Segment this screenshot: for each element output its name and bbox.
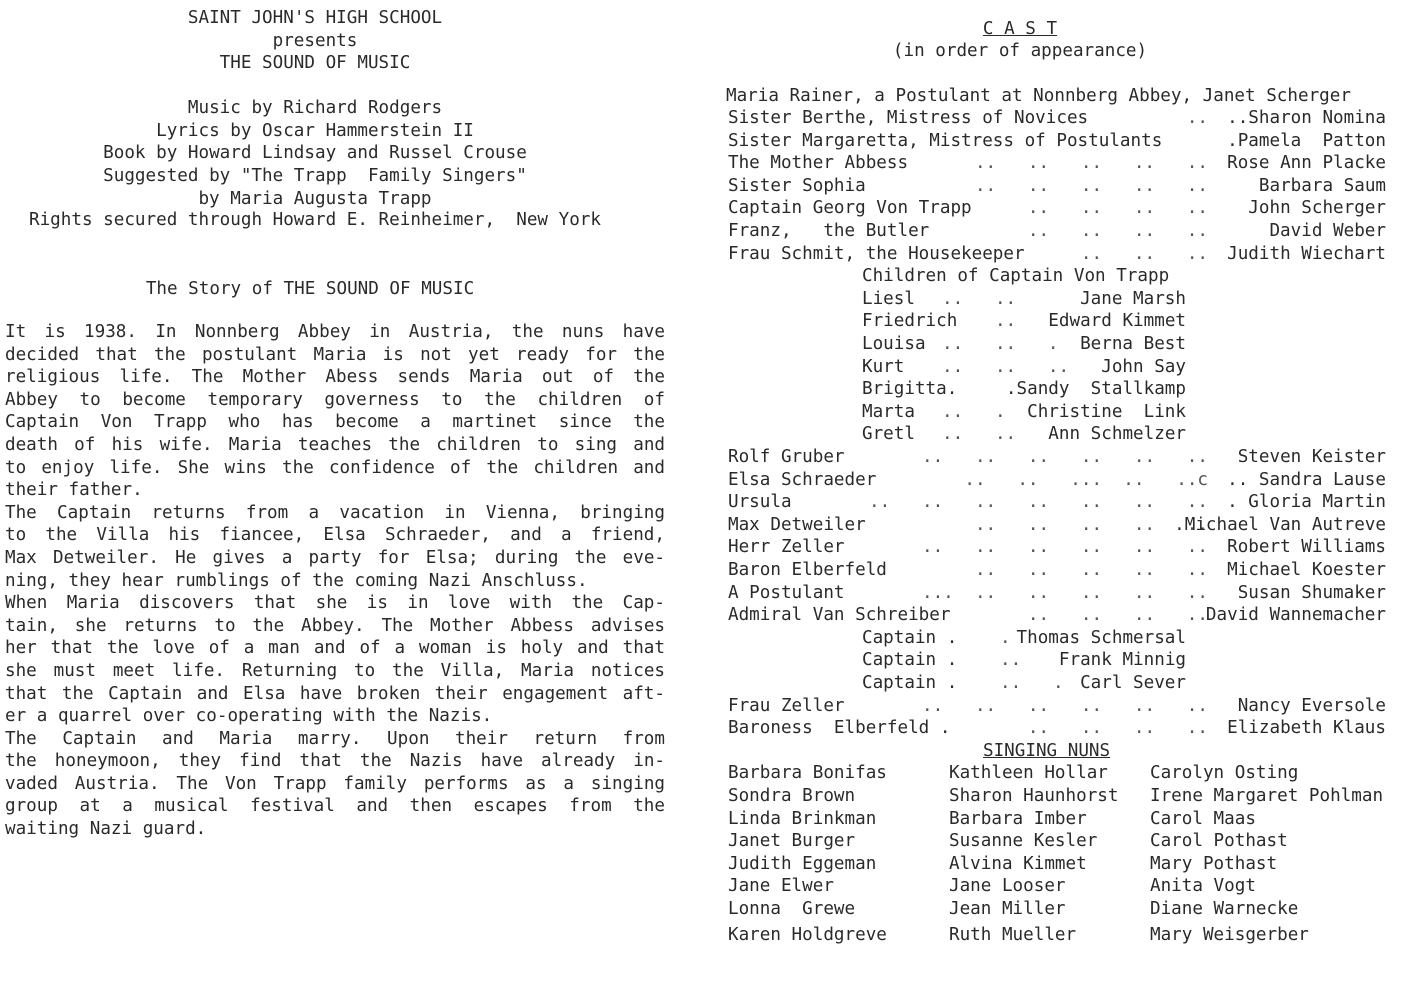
cast-role: Franz, the Butler xyxy=(728,221,930,241)
cast-actor: . Gloria Martin xyxy=(1227,492,1386,513)
cast-subheading: (in order of appearance) xyxy=(892,41,1148,61)
leader-dots: . xyxy=(1000,627,1011,648)
leader-dots: .. . xyxy=(1000,673,1064,693)
story-line: vaded Austria. The Von Trapp family performs as a singing xyxy=(5,773,665,794)
singing-nun: Anita Vogt xyxy=(1150,876,1256,897)
leader-dots: .. .. .. .. .. .. xyxy=(922,695,1208,716)
child-actor: Ann Schmelzer xyxy=(1048,424,1186,445)
cast-role: Herr Zeller xyxy=(728,537,845,558)
singing-nun: Jean Miller xyxy=(949,899,1066,919)
cast-role: Admiral Van Schreiber xyxy=(728,605,951,626)
leader-dots: .. .. .. .. xyxy=(1027,221,1208,241)
singing-nun: Barbara Imber xyxy=(949,808,1087,829)
leader-dots: .. .. .. .. .. xyxy=(974,153,1208,174)
cast-actor: Michael Koester xyxy=(1227,560,1386,580)
story-line: tain, she returns to the Abbey. The Mother Abbess advises xyxy=(5,615,665,636)
leader-dots: .. .. .. .. .. xyxy=(974,175,1208,196)
credit-rights: Rights secured through Howard E. Reinheimer, New York xyxy=(29,210,601,230)
story-line: their father. xyxy=(5,480,143,501)
child-actor: Jane Marsh xyxy=(1080,288,1186,309)
story-line: Captain Von Trapp who has become a martinet since the xyxy=(5,412,665,433)
singing-nun: Judith Eggeman xyxy=(728,853,877,874)
story-line: that the Captain and Elsa have broken their engagement aft- xyxy=(5,683,665,704)
leader-dots: .. .. .. .. .. .. xyxy=(922,537,1208,558)
leader-dots: .. .. .. xyxy=(942,356,1070,377)
cast-role: Rolf Gruber xyxy=(728,447,845,467)
credit-music: Music by Richard Rodgers xyxy=(187,98,443,118)
child-actor: .Sandy Stallkamp xyxy=(1005,379,1186,400)
right-page xyxy=(720,0,1408,981)
child-actor: Berna Best xyxy=(1080,334,1186,354)
cast-role: Ursula xyxy=(728,492,792,513)
singing-nun: Ruth Mueller xyxy=(949,924,1077,945)
leader-dots: .. .. .. .. .. xyxy=(974,514,1208,535)
singing-nun: Sondra Brown xyxy=(728,786,856,806)
captain-actor: Carl Sever xyxy=(1080,673,1186,693)
cast-actor: Judith Wiechart xyxy=(1227,243,1386,264)
cast-actor: Rose Ann Placke xyxy=(1227,153,1386,174)
child-role: Brigitta. xyxy=(862,379,958,400)
leader-dots: .. .. .. .. .. .. .. xyxy=(869,492,1208,513)
leader-dots: .. xyxy=(942,311,1017,332)
singing-nun: Linda Brinkman xyxy=(728,808,877,829)
singing-nuns-heading: SINGING NUNS xyxy=(983,740,1111,761)
school-name: SAINT JOHN'S HIGH SCHOOL xyxy=(187,8,443,28)
cast-actor: Steven Keister xyxy=(1237,447,1386,467)
captain-actor: Frank Minnig xyxy=(1058,650,1186,671)
cast-role: Sister Margaretta, Mistress of Postulants xyxy=(728,130,1163,151)
cast-first-line: Maria Rainer, a Postulant at Nonnberg Abbey, Janet Scherger xyxy=(726,86,1351,106)
leader-dots: .. .. .. .. xyxy=(1027,718,1208,739)
leader-dots: .. xyxy=(1000,650,1022,671)
story-line: er a quarrel over co-operating with the Nazis. xyxy=(5,706,493,727)
story-line: to enjoy life. She wins the confidence of the children and xyxy=(5,457,665,478)
credit-book: Book by Howard Lindsay and Russel Crouse xyxy=(103,143,527,163)
singing-nun: Karen Holdgreve xyxy=(728,924,887,945)
singing-nun: Lonna Grewe xyxy=(728,899,856,919)
credit-author: by Maria Augusta Trapp xyxy=(198,189,432,209)
singing-nun: Carol Pothast xyxy=(1150,831,1288,852)
singing-nun: Carol Maas xyxy=(1150,808,1256,829)
cast-actor: Elizabeth Klaus xyxy=(1227,718,1386,739)
story-line: to the Villa his fiancee, Elsa Schraeder, and a friend, xyxy=(5,525,665,546)
story-line: Abbey to become temporary governess to the children of xyxy=(5,389,665,410)
child-actor: Christine Link xyxy=(1027,401,1186,422)
child-role: Louisa xyxy=(862,334,926,354)
cast-actor: Barbara Saum xyxy=(1258,175,1386,196)
singing-nun: Alvina Kimmet xyxy=(949,853,1087,874)
story-line: religious life. The Mother Abess sends Maria out of the xyxy=(5,367,665,388)
story-line: the honeymoon, they find that the Nazis have already in- xyxy=(5,751,665,772)
singing-nun: Carolyn Osting xyxy=(1150,763,1299,784)
story-line: Max Detweiler. He gives a party for Elsa; during the eve- xyxy=(5,547,665,568)
cast-actor: .Michael Van Autreve xyxy=(1174,514,1386,535)
child-role: Friedrich xyxy=(862,311,958,332)
child-role: Marta xyxy=(862,401,915,422)
cast-role: Baron Elberfeld xyxy=(728,560,887,580)
cast-actor: David Weber xyxy=(1269,221,1386,241)
cast-actor: ..Sharon Nomina xyxy=(1227,108,1386,128)
story-line: The Captain and Maria marry. Upon their return from xyxy=(5,728,665,749)
child-actor: John Say xyxy=(1101,356,1186,377)
leader-dots: .. .. .. .. .. .. xyxy=(922,447,1208,467)
child-role: Liesl xyxy=(862,288,915,309)
leader-dots: .. .. .. .. .. xyxy=(974,560,1208,580)
cast-actor: David Wannemacher xyxy=(1205,605,1386,626)
story-line: When Maria discovers that she is in love with the Cap- xyxy=(5,593,665,614)
singing-nun: Kathleen Hollar xyxy=(949,763,1108,784)
cast-actor: Susan Shumaker xyxy=(1237,582,1386,603)
cast-role: Sister Sophia xyxy=(728,175,866,196)
story-line: It is 1938. In Nonnberg Abbey in Austria, the nuns have xyxy=(5,322,665,342)
credit-lyrics: Lyrics by Oscar Hammerstein II xyxy=(156,121,474,141)
singing-nun: Susanne Kesler xyxy=(949,831,1098,852)
captain-role: Captain . xyxy=(862,650,958,671)
singing-nun: Sharon Haunhorst xyxy=(949,786,1119,806)
singing-nun: Barbara Bonifas xyxy=(728,763,887,784)
cast-role: Frau Zeller xyxy=(728,695,845,716)
story-line: decided that the postulant Maria is not yet ready for the xyxy=(5,344,665,365)
singing-nun: Mary Pothast xyxy=(1150,853,1278,874)
story-line: death of his wife. Maria teaches the children to sing and xyxy=(5,434,665,455)
cast-actor: .. Sandra Lause xyxy=(1227,469,1386,490)
singing-nun: Mary Weisgerber xyxy=(1150,924,1309,945)
story-line: her that the love of a man and of a woman is holy and that xyxy=(5,638,665,659)
leader-dots: .. .. ... .. ..c xyxy=(964,469,1208,490)
leader-dots: .. .. . xyxy=(942,334,1059,354)
cast-actor: Robert Williams xyxy=(1227,537,1386,558)
cast-actor: John Scherger xyxy=(1248,198,1386,219)
captain-role: Captain . xyxy=(862,627,958,648)
leader-dots: .. .. xyxy=(942,424,1017,445)
singing-nun: Janet Burger xyxy=(728,831,856,852)
show-title: THE SOUND OF MUSIC xyxy=(219,53,411,73)
story-body xyxy=(5,321,665,841)
leader-dots: .. .. .. .. xyxy=(1027,605,1208,626)
story-line: waiting Nazi guard. xyxy=(5,819,207,840)
leader-dots: .. xyxy=(1186,108,1208,128)
child-role: Kurt xyxy=(862,356,905,377)
leader-dots: ... .. .. .. .. .. xyxy=(922,582,1208,603)
presents-text: presents xyxy=(272,31,358,51)
leader-dots: .. . xyxy=(942,401,1006,422)
story-line: group at a musical festival and then escapes from the xyxy=(5,796,665,817)
child-role: Gretl xyxy=(862,424,915,445)
children-heading: Children of Captain Von Trapp xyxy=(862,266,1170,287)
story-heading: The Story of THE SOUND OF MUSIC xyxy=(145,279,475,299)
story-line: she must meet life. Returning to the Villa, Maria notices xyxy=(5,660,665,681)
story-line: The Captain returns from a vacation in Vienna, bringing xyxy=(5,502,665,523)
cast-role: Sister Berthe, Mistress of Novices xyxy=(728,108,1089,128)
cast-heading: C A S T xyxy=(982,19,1058,39)
leader-dots: .. .. .. .. xyxy=(1027,198,1208,219)
leader-dots: .. .. xyxy=(942,288,1017,309)
child-actor: Edward Kimmet xyxy=(1048,311,1186,332)
story-line: ning, they hear rumblings of the coming Nazi Anschluss. xyxy=(5,570,588,591)
cast-role: Captain Georg Von Trapp xyxy=(728,198,972,219)
leader-dots: .. .. .. xyxy=(1080,243,1208,264)
captain-role: Captain . xyxy=(862,673,958,693)
singing-nun: Jane Looser xyxy=(949,876,1066,897)
credit-suggested: Suggested by "The Trapp Family Singers" xyxy=(103,166,527,186)
cast-role: Baroness Elberfeld . xyxy=(728,718,951,739)
singing-nun: Jane Elwer xyxy=(728,876,834,897)
singing-nun: Diane Warnecke xyxy=(1150,899,1299,919)
cast-role: The Mother Abbess xyxy=(728,153,909,174)
cast-actor: Nancy Eversole xyxy=(1237,695,1386,716)
cast-role: A Postulant xyxy=(728,582,845,603)
captain-actor: Thomas Schmersal xyxy=(1016,627,1186,648)
cast-role: Frau Schmit, the Housekeeper xyxy=(728,243,1025,264)
cast-role: Elsa Schraeder xyxy=(728,469,877,490)
cast-actor: .Pamela Patton xyxy=(1227,130,1386,151)
singing-nun: Irene Margaret Pohlman xyxy=(1150,786,1384,806)
cast-role: Max Detweiler xyxy=(728,514,866,535)
